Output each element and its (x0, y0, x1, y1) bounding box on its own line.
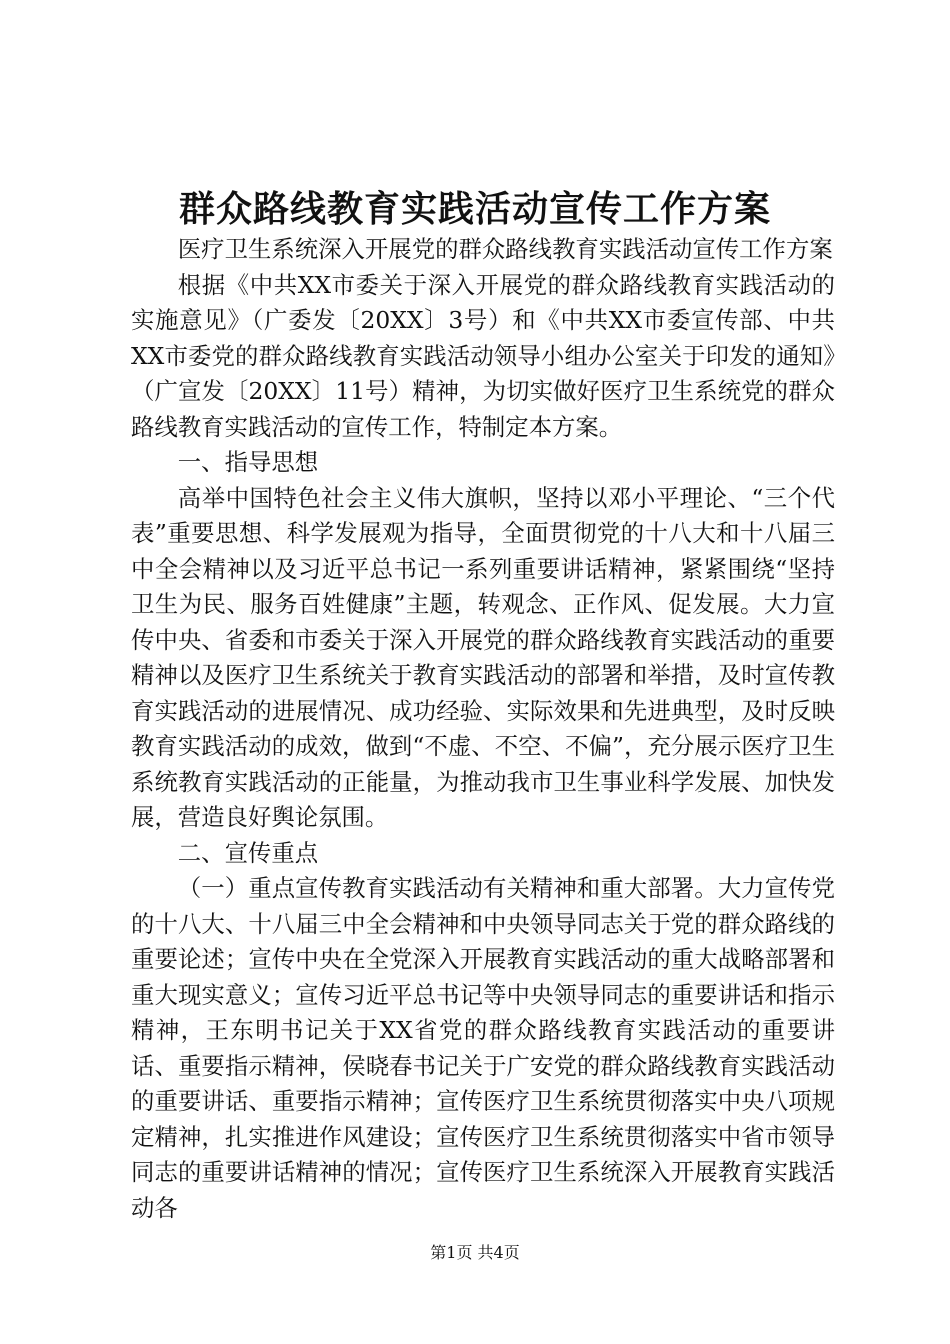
guiding-ideology-paragraph: 高举中国特色社会主义伟大旗帜，坚持以邓小平理论、“三个代表”重要思想、科学发展观为指导，全面贯彻党的十八大和十八届三中全会精神以及习近平总书记一系列重要讲话精神，紧紧围绕“坚持卫生为民、服务百姓健康”主题，转观念、正作风、促发展。大力宣传中央、省委和市委关于深入开展党的群众路线教育实践活动的重要精神以及医疗卫生系统关于教育实践活动的部署和举措，及时宣传教育实践活动的进展情况、成功经验、实际效果和先进典型，及时反映教育实践活动的成效，做到“不虚、不空、不偏”，充分展示医疗卫生系统教育实践活动的正能量，为推动我市卫生事业科学发展、加快发展，营造良好舆论氛围。 (131, 483, 835, 831)
intro-paragraph: 根据《中共XX市委关于深入开展党的群众路线教育实践活动的实施意见》（广委发〔20XX〕3号）和《中共XX市委宣传部、中共XX市委党的群众路线教育实践活动领导小组办公室关于印发的通知》（广宣发〔20XX〕11号）精神，为切实做好医疗卫生系统党的群众路线教育实践活动的宣传工作，特制定本方案。 (131, 270, 835, 441)
document-body (131, 232, 835, 1226)
document-title: 群众路线教育实践活动宣传工作方案 (178, 188, 771, 230)
section-heading-guiding-ideology: 一、指导思想 (177, 448, 319, 476)
section-heading-publicity-focus: 二、宣传重点 (177, 838, 319, 867)
publicity-focus-paragraph: （一）重点宣传教育实践活动有关精神和重大部署。大力宣传党的十八大、十八届三中全会精神和中央领导同志关于党的群众路线的重要论述；宣传中央在全党深入开展教育实践活动的重大战略部署和重大现实意义；宣传习近平总书记等中央领导同志的重要讲话和指示精神，王东明书记关于XX省党的群众路线教育实践活动的重要讲话、重要指示精神，侯晓春书记关于广安党的群众路线教育实践活动的重要讲话、重要指示精神；宣传医疗卫生系统贯彻落实中央八项规定精神，扎实推进作风建设；宣传医疗卫生系统贯彻落实中省市领导同志的重要讲话精神的情况；宣传医疗卫生系统深入开展教育实践活动各 (131, 874, 835, 1222)
subtitle-paragraph: 医疗卫生系统深入开展党的群众路线教育实践活动宣传工作方案 (177, 235, 833, 263)
page-number-footer: 第1页 共4页 (430, 1243, 520, 1262)
